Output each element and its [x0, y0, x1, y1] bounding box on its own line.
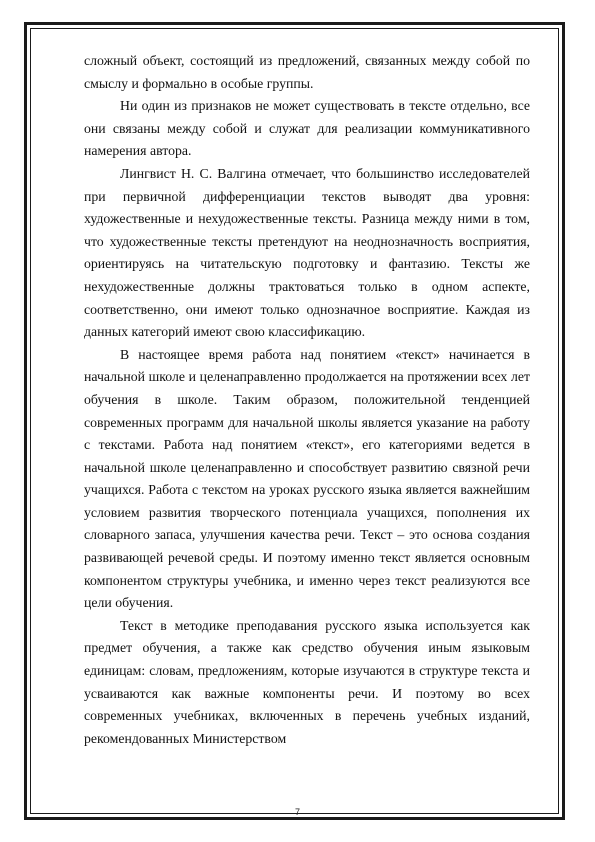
paragraph-features: Ни один из признаков не может существовать в тексте отдельно, все они связаны между собой и служат для реализации коммуникативного намерения автора. — [84, 98, 530, 159]
paragraph-school-work: В настоящее время работа над понятием «текст» начинается в начальной школе и целенаправленно продолжается на протяжении всех лет обучения в школе. Таким образом, положительной тенденцией современных программ для начальной школы является указание на работу с текстами. Работа над понятием «текст», его категориями ведется в начальной школе целенаправленно и способствует развитию связной речи учащихся. Работа с текстом на уроках русского языка является важнейшим условием развития творческого потенциала учащихся, пополнения их словарного запаса, улучшения качества речи. Текст – это основа создания развивающей речевой среды. И поэтому именно текст является основным компонентом структуры учебника, и именно через текст реализуются все цели обучения. — [84, 346, 530, 611]
paragraph-methodology: Текст в методике преподавания русского языка используется как предмет обучения, а также как средство обучения иным языковым единицам: словам, предложениям, которые изучаются в структуре текста и усваиваются как важные компоненты речи. И поэтому во всех современных учебниках, включенных в перечень учебных изданий, рекомендованных Министерством — [84, 617, 530, 746]
page-number: 7 — [294, 807, 300, 817]
paragraph-valgina: Лингвист Н. С. Валгина отмечает, что большинство исследователей при первичной дифференциации текстов выводят два уровня: художественные и нехудожественные тексты. Разница между ними в том, что художественные тексты претендуют на неоднозначность восприятия, ориентируясь на читательскую подготовку и фантазию. Тексты же нехудожественные должны трактоваться только в одном аспекте, соответственно, они имеют только однозначное восприятие. Каждая из данных категорий имеют свою классификацию. — [84, 165, 530, 340]
paragraph-continuation: сложный объект, состоящий из предложений, связанных между собой по смыслу и формально в особые группы. — [84, 53, 530, 91]
document-body — [84, 50, 530, 750]
